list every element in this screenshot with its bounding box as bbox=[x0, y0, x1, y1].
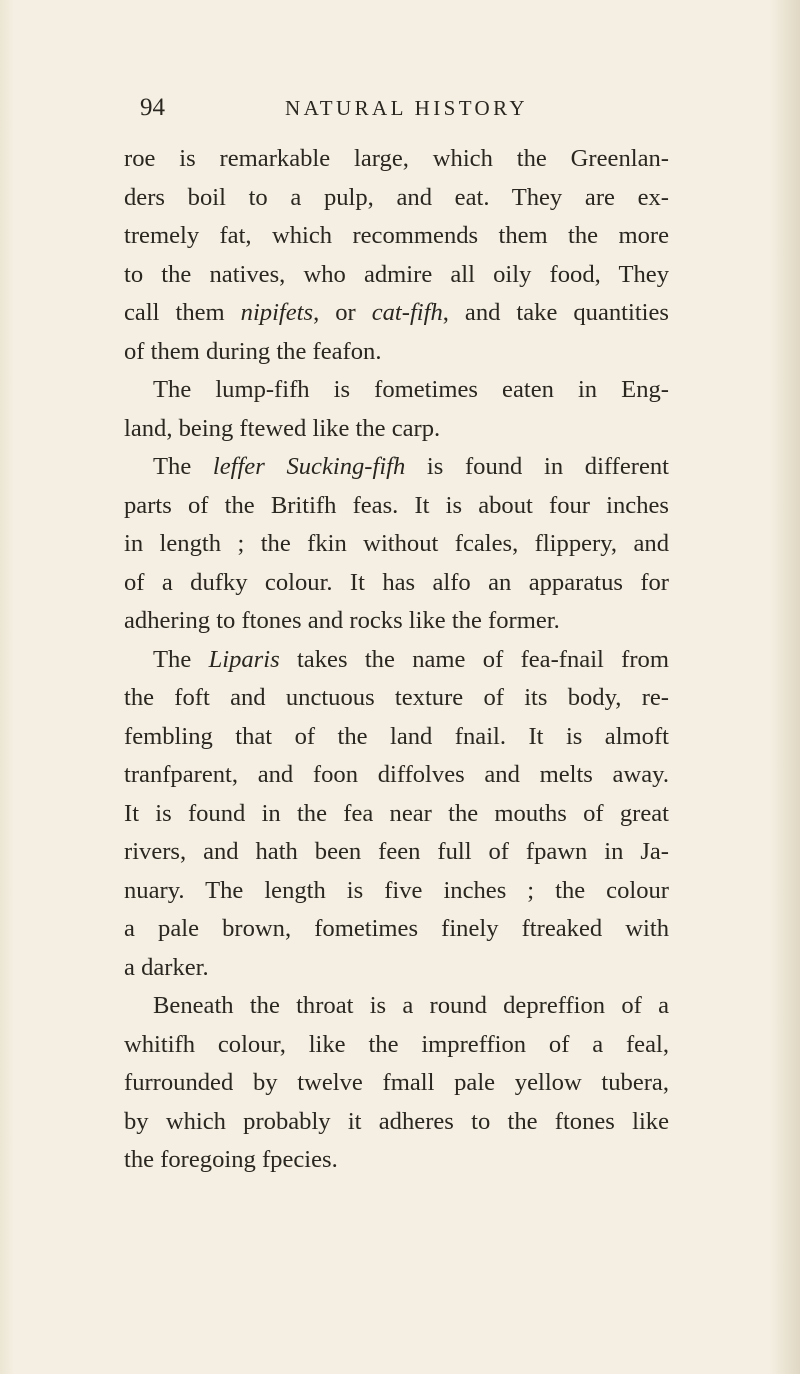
body-text bbox=[124, 140, 669, 1180]
text-line: in length ; the fkin without fcales, flippery, and bbox=[124, 530, 669, 557]
page-edge-right bbox=[770, 0, 800, 1374]
text-line: whitifh colour, like the impreffion of a feal, bbox=[124, 1030, 669, 1058]
text-line: the foft and unctuous texture of its body, re- bbox=[124, 684, 669, 711]
text-line: It is found in the fea near the mouths of great bbox=[124, 799, 669, 827]
text-line: roe is remarkable large, which the Greenlan- bbox=[124, 145, 669, 172]
running-title: NATURAL HISTORY bbox=[285, 96, 528, 120]
text-line: of a dufky colour. It has alfo an apparatus for bbox=[124, 568, 669, 596]
text-line: tremely fat, which recommends them the more bbox=[124, 222, 669, 249]
text-line: adhering to ftones and rocks like the former. bbox=[124, 607, 560, 634]
text-line: parts of the Britifh feas. It is about four inches bbox=[124, 491, 669, 519]
text-line: nuary. The length is five inches ; the colour bbox=[124, 876, 669, 904]
paragraph-start: Beneath the throat is a round depreffion of a bbox=[153, 992, 669, 1019]
page-number: 94 bbox=[140, 94, 165, 121]
text-line: of them during the feafon. bbox=[124, 337, 382, 365]
page-edge-left bbox=[0, 0, 14, 1374]
text-line: rivers, and hath been feen full of fpawn in Ja- bbox=[124, 838, 669, 865]
text-line: by which probably it adheres to the ftones like bbox=[124, 1107, 669, 1135]
italic-term: Liparis bbox=[208, 645, 280, 673]
paragraph-start: The leffer Sucking-fifh is found in different bbox=[153, 453, 669, 480]
paragraph-start: The Liparis takes the name of fea-fnail from bbox=[153, 645, 669, 673]
italic-term: nipifets bbox=[240, 299, 314, 326]
text-line: a pale brown, fometimes finely ftreaked with bbox=[124, 915, 669, 942]
text-line: the foregoing fpecies. bbox=[124, 1146, 338, 1173]
text-line: fembling that of the land fnail. It is almoft bbox=[124, 722, 669, 750]
text-line: land, being ftewed like the carp. bbox=[124, 414, 441, 442]
text-line: tranfparent, and foon diffolves and melts away. bbox=[124, 761, 669, 788]
text-line: furrounded by twelve fmall pale yellow tubera, bbox=[124, 1069, 669, 1096]
text-line: call them nipifets, or cat-fifh, and take quantities bbox=[124, 299, 669, 326]
italic-term: cat-fifh bbox=[371, 299, 443, 326]
paragraph-start: The lump-fifh is fometimes eaten in Eng- bbox=[153, 376, 669, 403]
italic-term: leffer Sucking-fifh bbox=[212, 453, 406, 480]
text-line: a darker. bbox=[124, 953, 209, 981]
text-line: to the natives, who admire all oily food, They bbox=[124, 260, 669, 288]
running-header bbox=[140, 91, 660, 125]
text-line: ders boil to a pulp, and eat. They are ex- bbox=[124, 183, 669, 211]
